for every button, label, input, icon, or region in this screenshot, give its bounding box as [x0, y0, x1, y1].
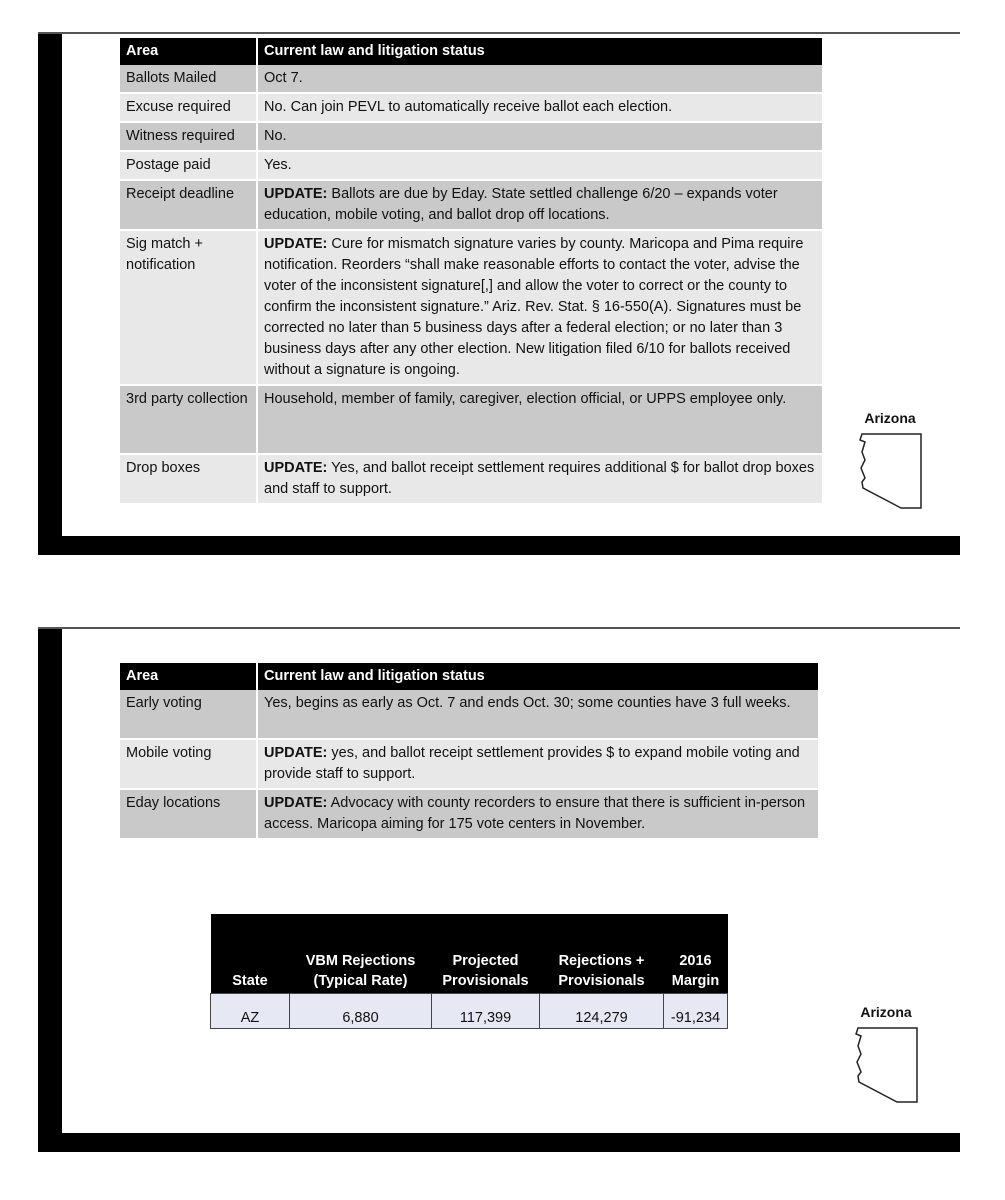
cell-area: Ballots Mailed [120, 65, 257, 93]
cell-status [257, 122, 822, 151]
status-text: yes, and ballot receipt settlement provides $ to expand mobile voting and provide staff to support. [264, 745, 800, 782]
table-row [120, 789, 818, 839]
table-row [120, 230, 822, 385]
cell-area: 3rd party collection [120, 385, 257, 454]
status-text: No. Can join PEVL to automatically receive ballot each election. [264, 99, 673, 115]
table-row [120, 690, 818, 739]
update-label: UPDATE: [264, 236, 328, 252]
table-row [120, 122, 822, 151]
cell-status [257, 151, 822, 180]
state-map-arizona-1 [850, 410, 930, 510]
status-text: Yes, and ballot receipt settlement requires additional $ for ballot drop boxes and staff to support. [264, 460, 815, 497]
table-row [120, 65, 822, 93]
cell-rejections-provisionals: 124,279 [540, 993, 664, 1028]
cell-area: Mobile voting [120, 739, 257, 789]
table-row [120, 93, 822, 122]
cell-area: Witness required [120, 122, 257, 151]
table-row [211, 993, 728, 1028]
cell-area: Excuse required [120, 93, 257, 122]
table-row [120, 454, 822, 504]
state-label: Arizona [860, 1004, 912, 1020]
header-status: Current law and litigation status [257, 38, 822, 65]
projection-table [210, 914, 728, 1029]
cell-area: Sig match + notification [120, 230, 257, 385]
arizona-outline-icon [853, 1026, 919, 1104]
status-text: Advocacy with county recorders to ensure that there is sufficient in-person access. Maricopa aiming for 175 vote centers in November. [264, 795, 806, 832]
slide-left-bar [38, 629, 62, 1152]
header-status: Current law and litigation status [257, 663, 818, 690]
state-label: Arizona [864, 410, 916, 426]
table-row [120, 739, 818, 789]
law-table-1 [120, 38, 822, 505]
cell-state: AZ [211, 993, 290, 1028]
update-label: UPDATE: [264, 186, 328, 202]
cell-status [257, 690, 818, 739]
state-map-arizona-2 [846, 1004, 926, 1104]
status-text: Oct 7. [264, 70, 303, 86]
status-text: Ballots are due by Eday. State settled challenge 6/20 – expands voter education, mobile voting, and ballot drop off locations. [264, 186, 778, 223]
cell-area: Early voting [120, 690, 257, 739]
cell-status [257, 93, 822, 122]
cell-area: Postage paid [120, 151, 257, 180]
update-label: UPDATE: [264, 745, 328, 761]
cell-status [257, 180, 822, 230]
slide-left-bar [38, 34, 62, 555]
status-text: Yes. [264, 157, 292, 173]
status-text: Yes, begins as early as Oct. 7 and ends Oct. 30; some counties have 3 full weeks. [264, 695, 791, 711]
header-area: Area [120, 38, 257, 65]
header-state: State [211, 914, 290, 993]
status-text: Household, member of family, caregiver, election official, or UPPS employee only. [264, 391, 787, 407]
update-label: UPDATE: [264, 460, 328, 476]
header-projected-provisionals: Projected Provisionals [432, 914, 540, 993]
law-table-2 [120, 663, 818, 840]
table-row [120, 151, 822, 180]
header-2016-margin: 2016 Margin [664, 914, 728, 993]
header-area: Area [120, 663, 257, 690]
status-text: No. [264, 128, 287, 144]
slide-bottom-bar [38, 1133, 960, 1152]
cell-area: Receipt deadline [120, 180, 257, 230]
table-row [120, 180, 822, 230]
header-vbm-rejections: VBM Rejections (Typical Rate) [290, 914, 432, 993]
cell-vbm-rejections: 6,880 [290, 993, 432, 1028]
cell-area: Drop boxes [120, 454, 257, 504]
cell-status [257, 385, 822, 454]
update-label: UPDATE: [264, 795, 328, 811]
cell-area: Eday locations [120, 789, 257, 839]
cell-status [257, 230, 822, 385]
status-text: Cure for mismatch signature varies by county. Maricopa and Pima require notification. Reorders “shall make reasonable efforts to contact the voter, advise the voter of the inconsistent signature[,] and allow the voter to correct or the county to confirm the inconsistent signature.” Ariz. Rev. Stat. § 16-550(A). Signatures must be corrected no later than 5 business days after a federal election; or no later than 3 business days after any other election. New litigation filed 6/10 for ballots received without a signature is ongoing. [264, 236, 804, 378]
cell-status [257, 454, 822, 504]
cell-status [257, 739, 818, 789]
cell-status [257, 65, 822, 93]
header-rejections-provisionals: Rejections + Provisionals [540, 914, 664, 993]
table-row [120, 385, 822, 454]
cell-2016-margin: -91,234 [664, 993, 728, 1028]
arizona-outline-icon [857, 432, 923, 510]
slide-bottom-bar [38, 536, 960, 555]
cell-projected-provisionals: 117,399 [432, 993, 540, 1028]
cell-status [257, 789, 818, 839]
